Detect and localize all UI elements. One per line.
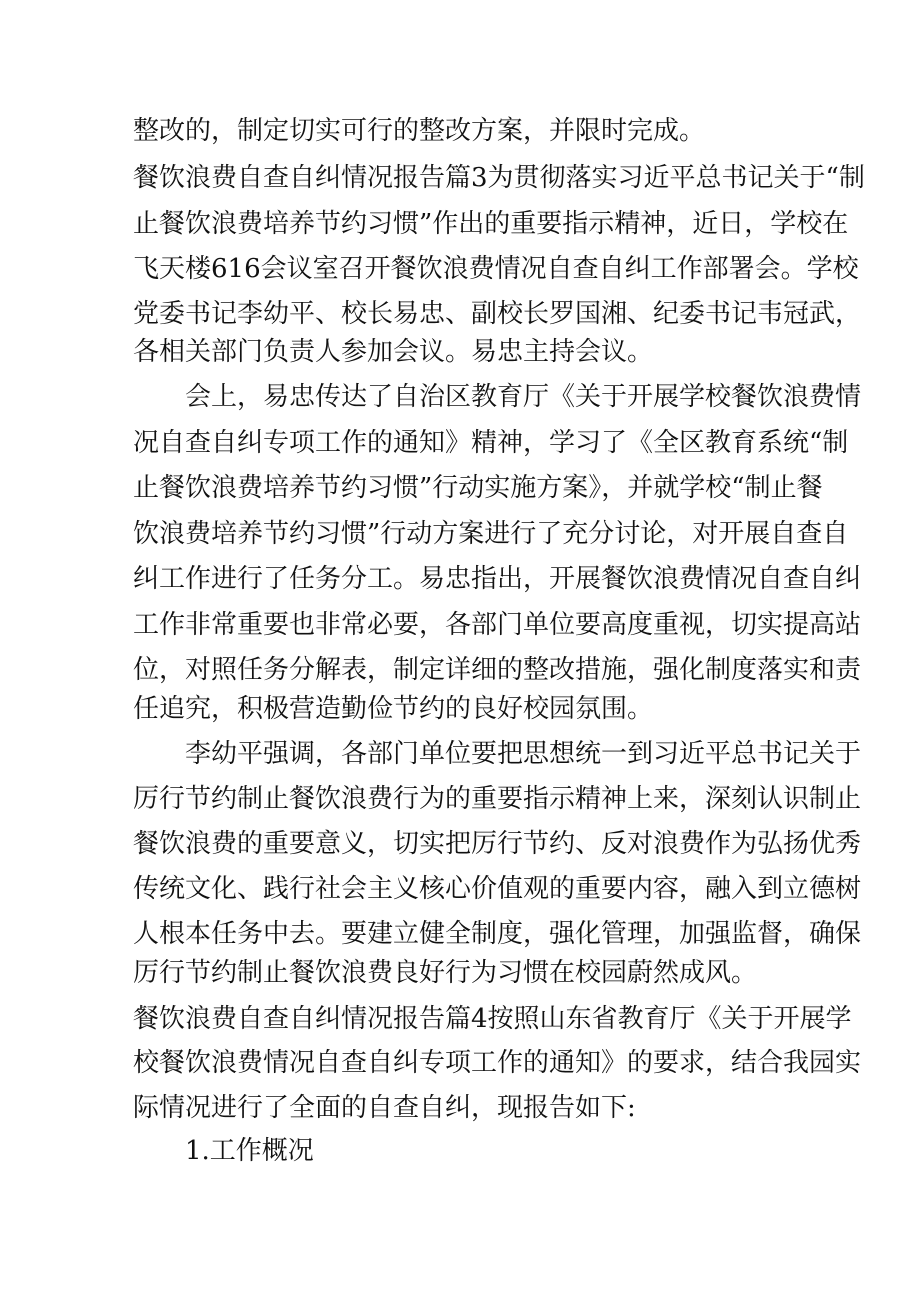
text-line: 整改的，制定切实可行的整改方案，并限时完成。 <box>133 116 706 146</box>
text-line: 校餐饮浪费情况自查自纠专项工作的通知》的要求，结合我园实 <box>133 1048 862 1078</box>
text-line: 饮浪费培养节约习惯”行动方案进行了充分讨论，对开展自查自 <box>133 519 849 549</box>
text-line: 厉行节约制止餐饮浪费行为的重要指示精神上来，深刻认识制止 <box>133 784 862 814</box>
text-line: 人根本任务中去。要建立健全制度，强化管理，加强监督，确保 <box>133 919 862 949</box>
text-line: 工作非常重要也非常必要，各部门单位要高度重视，切实提高站 <box>133 610 862 640</box>
text-line: 餐饮浪费自查自纠情况报告篇3为贯彻落实习近平总书记关于“制 <box>133 163 865 193</box>
text-line: 纠工作进行了任务分工。易忠指出，开展餐饮浪费情况自查自纠 <box>133 564 862 594</box>
text-line: 会上，易忠传达了自治区教育厅《关于开展学校餐饮浪费情 <box>185 382 862 412</box>
text-line: 况自查自纠专项工作的通知》精神，学习了《全区教育系统“制 <box>133 428 849 458</box>
text-line: 餐饮浪费的重要意义，切实把厉行节约、反对浪费作为弘扬优秀 <box>133 829 862 859</box>
text-line: 李幼平强调，各部门单位要把思想统一到习近平总书记关于 <box>185 739 862 769</box>
text-line: 党委书记李幼平、校长易忠、副校长罗国湘、纪委书记韦冠武， <box>133 299 862 329</box>
text-line: 飞天楼616会议室召开餐饮浪费情况自查自纠工作部署会。学校 <box>133 254 859 284</box>
text-line: 位，对照任务分解表，制定详细的整改措施，强化制度落实和责 <box>133 655 862 685</box>
text-line: 任追究，积极营造勤俭节约的良好校园氛围。 <box>133 694 654 724</box>
text-line: 各相关部门负责人参加会议。易忠主持会议。 <box>133 337 654 367</box>
text-line: 传统文化、践行社会主义核心价值观的重要内容，融入到立德树 <box>133 874 862 904</box>
text-line: 厉行节约制止餐饮浪费良好行为习惯在校园蔚然成风。 <box>133 958 758 988</box>
section-heading: 1.工作概况 <box>185 1136 314 1166</box>
text-line: 际情况进行了全面的自查自纠，现报告如下: <box>133 1093 636 1123</box>
text-line: 止餐饮浪费培养节约习惯”作出的重要指示精神，近日，学校在 <box>133 209 849 239</box>
text-line: 止餐饮浪费培养节约习惯”行动实施方案》，并就学校“制止餐 <box>133 473 823 503</box>
text-line: 餐饮浪费自查自纠情况报告篇4按照山东省教育厅《关于开展学 <box>133 1004 852 1034</box>
